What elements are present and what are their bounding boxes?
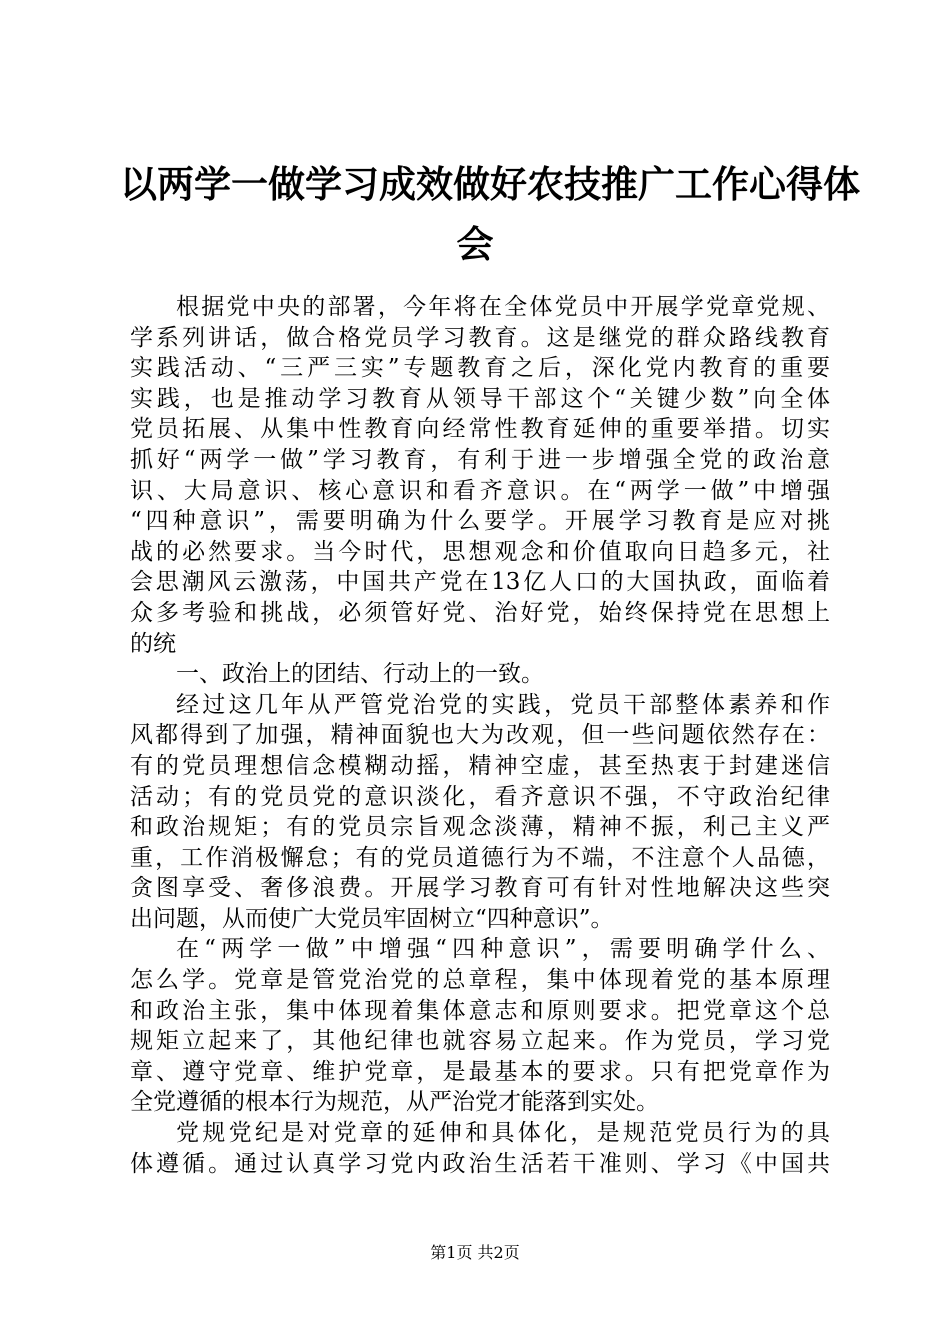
document-title-line-2: 会 bbox=[456, 222, 494, 266]
body-text-line: 识、大局意识、核心意识和看齐意识。在“两学一做”中增强 bbox=[130, 477, 830, 504]
body-text-line: 全党遵循的根本行为规范，从严治党才能落到实处。 bbox=[130, 1089, 659, 1116]
body-text-line: 众多考验和挑战，必须管好党、治好党，始终保持党在思想上 bbox=[130, 599, 830, 626]
body-text-line: 有的党员理想信念模糊动摇，精神空虚，甚至热衷于封建迷信 bbox=[130, 752, 830, 779]
body-text-line: 学系列讲话，做合格党员学习教育。这是继党的群众路线教育 bbox=[130, 324, 830, 351]
body-text-line: “四种意识”，需要明确为什么要学。开展学习教育是应对挑 bbox=[130, 508, 830, 535]
document-body bbox=[130, 292, 830, 1179]
body-text-line: 实践活动、“三严三实”专题教育之后，深化党内教育的重要 bbox=[130, 355, 830, 382]
body-text-line: 规矩立起来了，其他纪律也就容易立起来。作为党员，学习党 bbox=[130, 1028, 830, 1055]
body-text-line: 在“两学一做”中增强“四种意识”，需要明确学什么、 bbox=[176, 936, 830, 963]
body-text-line: 体遵循。通过认真学习党内政治生活若干准则、学习《中国共 bbox=[130, 1150, 830, 1177]
body-text-line: 风都得到了加强，精神面貌也大为改观，但一些问题依然存在： bbox=[130, 722, 830, 749]
body-text-line: 经过这几年从严管党治党的实践，党员干部整体素养和作 bbox=[176, 691, 830, 718]
body-text-line: 出问题，从而使广大党员牢固树立“四种意识”。 bbox=[130, 905, 614, 932]
body-text-line: 怎么学。党章是管党治党的总章程，集中体现着党的基本原理 bbox=[130, 967, 830, 994]
body-text-line: 党规党纪是对党章的延伸和具体化，是规范党员行为的具 bbox=[176, 1120, 830, 1147]
body-text-line: 贪图享受、奢侈浪费。开展学习教育可有针对性地解决这些突 bbox=[130, 875, 830, 902]
body-text-line: 根据党中央的部署，今年将在全体党员中开展学党章党规、 bbox=[176, 294, 830, 320]
page-footer: 第1页 共2页 bbox=[430, 1243, 520, 1262]
body-text-line: 一、政治上的团结、行动上的一致。 bbox=[176, 661, 544, 688]
body-text-line: 实践，也是推动学习教育从领导干部这个“关键少数”向全体 bbox=[130, 385, 830, 412]
body-text-line: 章、遵守党章、维护党章，是最基本的要求。只有把党章作为 bbox=[130, 1058, 830, 1085]
document-title-line-1: 以两学一做学习成效做好农技推广工作心得体 bbox=[120, 162, 860, 206]
body-text-line: 的统 bbox=[130, 630, 176, 657]
body-text-line: 会思潮风云激荡，中国共产党在13亿人口的大国执政，面临着 bbox=[130, 569, 830, 596]
body-text-line: 战的必然要求。当今时代，思想观念和价值取向日趋多元，社 bbox=[130, 538, 830, 565]
body-text-line: 抓好“两学一做”学习教育，有利于进一步增强全党的政治意 bbox=[130, 446, 830, 473]
body-text-line: 党员拓展、从集中性教育向经常性教育延伸的重要举措。切实 bbox=[130, 416, 830, 443]
body-text-line: 和政治主张，集中体现着集体意志和原则要求。把党章这个总 bbox=[130, 997, 830, 1024]
body-text-line: 活动；有的党员党的意识淡化，看齐意识不强，不守政治纪律 bbox=[130, 783, 830, 810]
body-text-line: 和政治规矩；有的党员宗旨观念淡薄，精神不振，利己主义严 bbox=[130, 814, 830, 841]
body-text-line: 重，工作消极懈怠；有的党员道德行为不端，不注意个人品德， bbox=[130, 844, 830, 871]
